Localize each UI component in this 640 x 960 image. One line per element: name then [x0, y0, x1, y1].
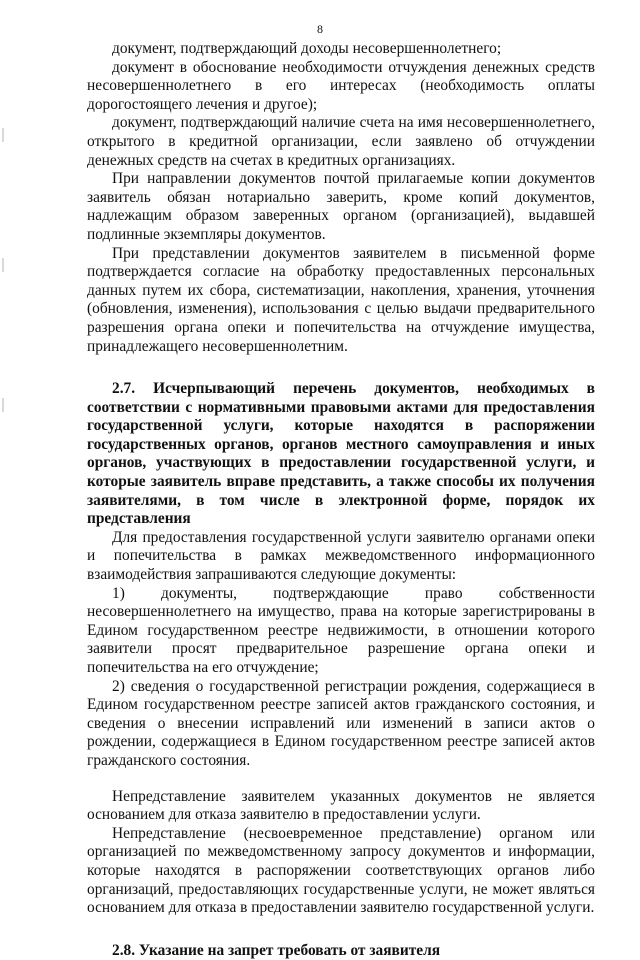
section-heading: 2.8. Указание на запрет требовать от заявителя: [112, 941, 441, 959]
scan-margin-mark: [2, 258, 4, 272]
section-heading: 2.7. Исчерпывающий перечень документов, необходимых в соответствии с нормативными правовыми актами для предоставления государственной услуги, которые находятся в распоряжении государственных органов, органов местного самоуправления и иных органов, участвующих в предоставлении государственной услуги, и которые заявитель вправе представить, а также способы их получения заявителями, в том числе в электронной форме, порядок их представления: [87, 380, 595, 528]
paragraph: При направлении документов почтой прилагаемые копии документов заявитель обязан нотариально заверить, кроме копий документов, надлежащим образом заверенных органом (организацией), выдавшей подлинные экземпляры документов.: [87, 170, 595, 243]
document-body: [87, 40, 595, 960]
paragraph: При представлении документов заявителем в письменной форме подтверждается согласие на обработку предоставленных персональных данных путем их сбора, систематизации, накопления, хранения, уточнения (обновления, изменения), использования с целью выдачи предварительного разрешения органа опеки и попечительства на отчуждение имущества, принадлежащего несовершеннолетним.: [87, 244, 595, 355]
paragraph: Для предоставления государственной услуги заявителю органами опеки и попечительства в рамках межведомственного информационного взаимодействия запрашиваются следующие документы:: [87, 528, 595, 584]
scan-margin-mark: [2, 398, 4, 412]
paragraph: 1) документы, подтверждающие право собственности несовершеннолетнего на имущество, права на которые зарегистрированы в Едином государственном реестре недвижимости, в отношении которого заявители просят предварительное разрешение органа опеки и попечительства на его отчуждение;: [87, 584, 595, 676]
paragraph: документ в обоснование необходимости отчуждения денежных средств несовершеннолетнего в его интересах (необходимость оплаты дорогостоящего лечения и другое);: [87, 58, 595, 113]
paragraph: Непредставление (несвоевременное представление) органом или организацией по межведомственному запросу документов и информации, которые находятся в распоряжении соответствующих органов либо организаций, предоставляющих государственные услуги, не может являться основанием для отказа в предоставлении заявителю государственной услуги.: [87, 824, 595, 917]
scan-margin-mark: [2, 128, 4, 142]
paragraph: Непредставление заявителем указанных документов не является основанием для отказа заявителю в предоставлении услуги.: [87, 787, 595, 824]
page-number: 8: [317, 22, 323, 36]
paragraph: документ, подтверждающий наличие счета на имя несовершеннолетнего, открытого в кредитной организации, если заявлено об отчуждении денежных средств на счетах в кредитных организациях.: [87, 114, 595, 169]
paragraph: документ, подтверждающий доходы несовершеннолетнего;: [112, 40, 502, 57]
paragraph: 2) сведения о государственной регистрации рождения, содержащиеся в Едином государственном реестре записей актов гражданского состояния, и сведения о внесении исправлений или изменений в записи актов о рождении, содержащиеся в Едином государственном реестре записей актов гражданского состояния.: [87, 677, 595, 769]
